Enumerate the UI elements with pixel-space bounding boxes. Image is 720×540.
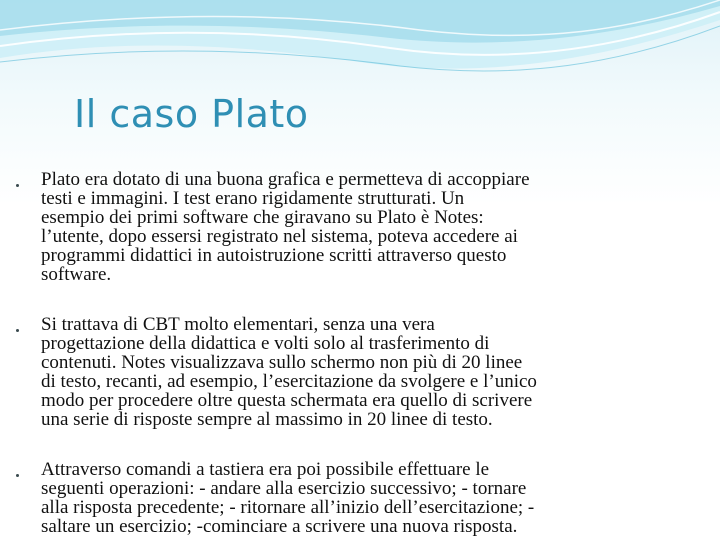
bullet-line: contenuti. Notes visualizzava sullo schermo non più di 20 linee bbox=[41, 352, 523, 373]
bullet-line: Si trattava di CBT molto elementari, senza una vera bbox=[41, 314, 435, 335]
bullet-line: di testo, recanti, ad esempio, l’esercitazione da svolgere e l’unico bbox=[41, 371, 537, 392]
bullet-text bbox=[41, 315, 611, 429]
bullet-line: seguenti operazioni: - andare alla esercizio successivo; - tornare bbox=[41, 478, 527, 499]
bullet-line: esempio dei primi software che giravano su Plato è Notes: bbox=[41, 207, 484, 228]
bullet-line: programmi didattici in autoistruzione scritti attraverso questo bbox=[41, 245, 507, 266]
bullet-line: alla risposta precedente; - ritornare all’inizio dell’esercitazione; - bbox=[41, 497, 535, 518]
bullet-line: una serie di risposte sempre al massimo in 20 linee di testo. bbox=[41, 409, 493, 430]
bullet-line: saltare un esercizio; -cominciare a scrivere una nuova risposta. bbox=[41, 516, 518, 537]
bullet-line: progettazione della didattica e volti solo al trasferimento di bbox=[41, 333, 490, 354]
bullet-dot-icon bbox=[16, 474, 19, 477]
bullet-text bbox=[41, 170, 611, 284]
bullet-line: Attraverso comandi a tastiera era poi possibile effettuare le bbox=[41, 459, 490, 480]
slide-title: Il caso Plato bbox=[74, 92, 309, 136]
bullet-text bbox=[41, 460, 611, 536]
bullet-line: testi e immagini. I test erano rigidamente strutturati. Un bbox=[41, 188, 465, 209]
bullet-line: l’utente, dopo essersi registrato nel sistema, poteva accedere ai bbox=[41, 226, 518, 247]
bullet-line: modo per procedere oltre questa schermata era quello di scrivere bbox=[41, 390, 533, 411]
bullet-dot-icon bbox=[16, 184, 19, 187]
bullet-line: software. bbox=[41, 264, 112, 285]
bullet-dot-icon bbox=[16, 329, 19, 332]
bullet-line: Plato era dotato di una buona grafica e permetteva di accoppiare bbox=[41, 169, 530, 190]
